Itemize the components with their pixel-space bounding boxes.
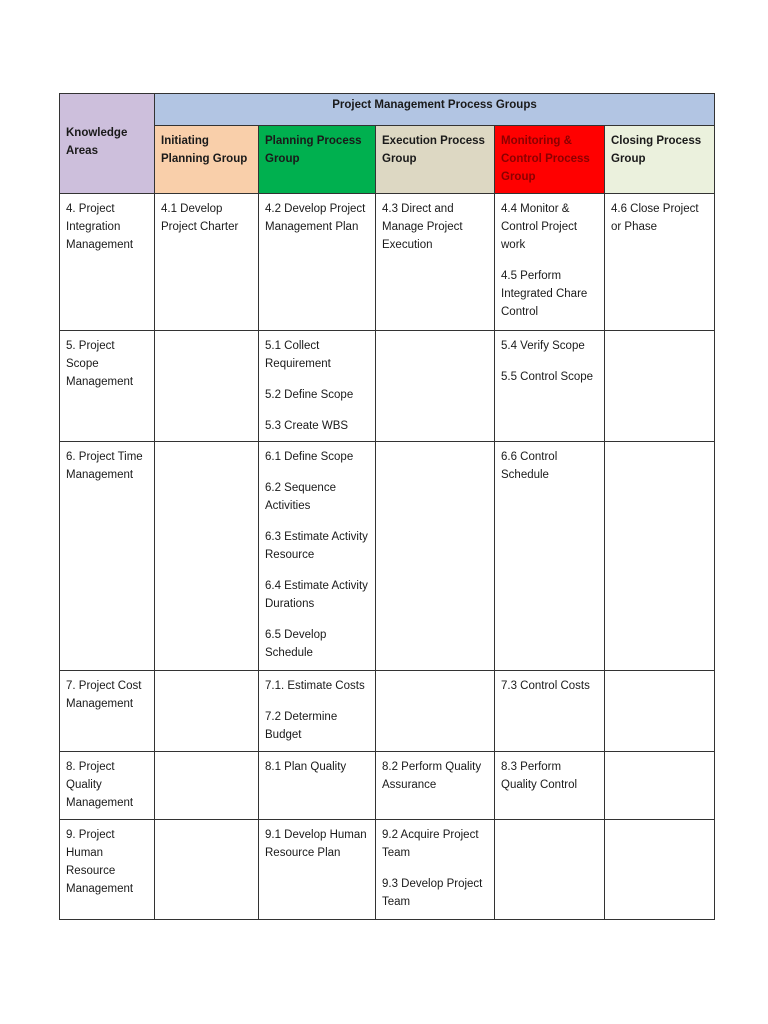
- process-entry: 4.3 Direct and Manage Project Execution: [382, 203, 463, 251]
- closing-cell: [605, 820, 715, 920]
- knowledge-area-cell: 5. Project Scope Management: [60, 331, 155, 442]
- monitoring-cell: [495, 194, 605, 331]
- initiating-cell: [155, 194, 259, 331]
- closing-cell: [605, 752, 715, 820]
- table-row: [60, 820, 715, 920]
- process-groups-table: [59, 93, 715, 920]
- header-planning: Planning Process Group: [259, 126, 376, 194]
- process-entry: 6.2 Sequence Activities: [265, 482, 336, 512]
- planning-cell: [259, 194, 376, 331]
- table-row: [60, 442, 715, 671]
- process-entry: 6.3 Estimate Activity Resource: [265, 531, 368, 561]
- execution-cell: [376, 820, 495, 920]
- process-entry: 9.3 Develop Project Team: [382, 878, 483, 908]
- process-entry: 6.6 Control Schedule: [501, 451, 558, 481]
- process-entry: 6.4 Estimate Activity Durations: [265, 580, 368, 610]
- initiating-cell: [155, 671, 259, 752]
- process-entry: 4.4 Monitor & Control Project work: [501, 203, 578, 251]
- knowledge-area-cell: 6. Project Time Management: [60, 442, 155, 671]
- process-entry: 4.2 Develop Project Management Plan: [265, 203, 366, 233]
- process-entry: 5.4 Verify Scope: [501, 340, 585, 352]
- process-entry: 4.6 Close Project or Phase: [611, 203, 699, 233]
- process-entry: 5.1 Collect Requirement: [265, 340, 331, 370]
- knowledge-areas-header: Knowledge Areas: [60, 94, 155, 194]
- monitoring-cell: [495, 671, 605, 752]
- execution-cell: [376, 331, 495, 442]
- initiating-cell: [155, 442, 259, 671]
- table-row: [60, 752, 715, 820]
- knowledge-area-cell: 7. Project Cost Management: [60, 671, 155, 752]
- table-row: [60, 331, 715, 442]
- closing-cell: [605, 194, 715, 331]
- closing-cell: [605, 331, 715, 442]
- knowledge-area-cell: 9. Project Human Resource Management: [60, 820, 155, 920]
- process-entry: 8.3 Perform Quality Control: [501, 761, 578, 791]
- initiating-cell: [155, 331, 259, 442]
- knowledge-area-cell: 8. Project Quality Management: [60, 752, 155, 820]
- process-entry: 8.1 Plan Quality: [265, 761, 347, 773]
- monitoring-cell: [495, 820, 605, 920]
- execution-cell: [376, 671, 495, 752]
- process-entry: 4.1 Develop Project Charter: [161, 203, 239, 233]
- header-execution: Execution Process Group: [376, 126, 495, 194]
- monitoring-cell: [495, 331, 605, 442]
- planning-cell: [259, 442, 376, 671]
- process-entry: 5.2 Define Scope: [265, 389, 354, 401]
- table-row: [60, 671, 715, 752]
- execution-cell: [376, 442, 495, 671]
- monitoring-cell: [495, 442, 605, 671]
- initiating-cell: [155, 820, 259, 920]
- closing-cell: [605, 671, 715, 752]
- process-entry: 4.5 Perform Integrated Chare Control: [501, 270, 588, 318]
- process-entry: 7.2 Determine Budget: [265, 711, 338, 741]
- planning-cell: [259, 331, 376, 442]
- process-entry: 6.1 Define Scope: [265, 451, 354, 463]
- process-entry: 6.5 Develop Schedule: [265, 629, 327, 659]
- initiating-cell: [155, 752, 259, 820]
- monitoring-cell: [495, 752, 605, 820]
- table-row: [60, 194, 715, 331]
- process-entry: 8.2 Perform Quality Assurance: [382, 761, 482, 791]
- planning-cell: [259, 671, 376, 752]
- execution-cell: [376, 194, 495, 331]
- process-entry: 7.3 Control Costs: [501, 680, 590, 692]
- execution-cell: [376, 752, 495, 820]
- process-entry: 5.5 Control Scope: [501, 371, 594, 383]
- planning-cell: [259, 752, 376, 820]
- process-groups-title: Project Management Process Groups: [155, 94, 715, 126]
- header-initiating: Initiating Planning Group: [155, 126, 259, 194]
- header-monitoring: Monitoring & Control Process Group: [495, 126, 605, 194]
- knowledge-area-cell: 4. Project Integration Management: [60, 194, 155, 331]
- process-entry: 9.1 Develop Human Resource Plan: [265, 829, 367, 859]
- process-entry: 7.1. Estimate Costs: [265, 680, 365, 692]
- planning-cell: [259, 820, 376, 920]
- header-closing: Closing Process Group: [605, 126, 715, 194]
- process-entry: 9.2 Acquire Project Team: [382, 829, 479, 859]
- process-entry: 5.3 Create WBS: [265, 420, 349, 432]
- closing-cell: [605, 442, 715, 671]
